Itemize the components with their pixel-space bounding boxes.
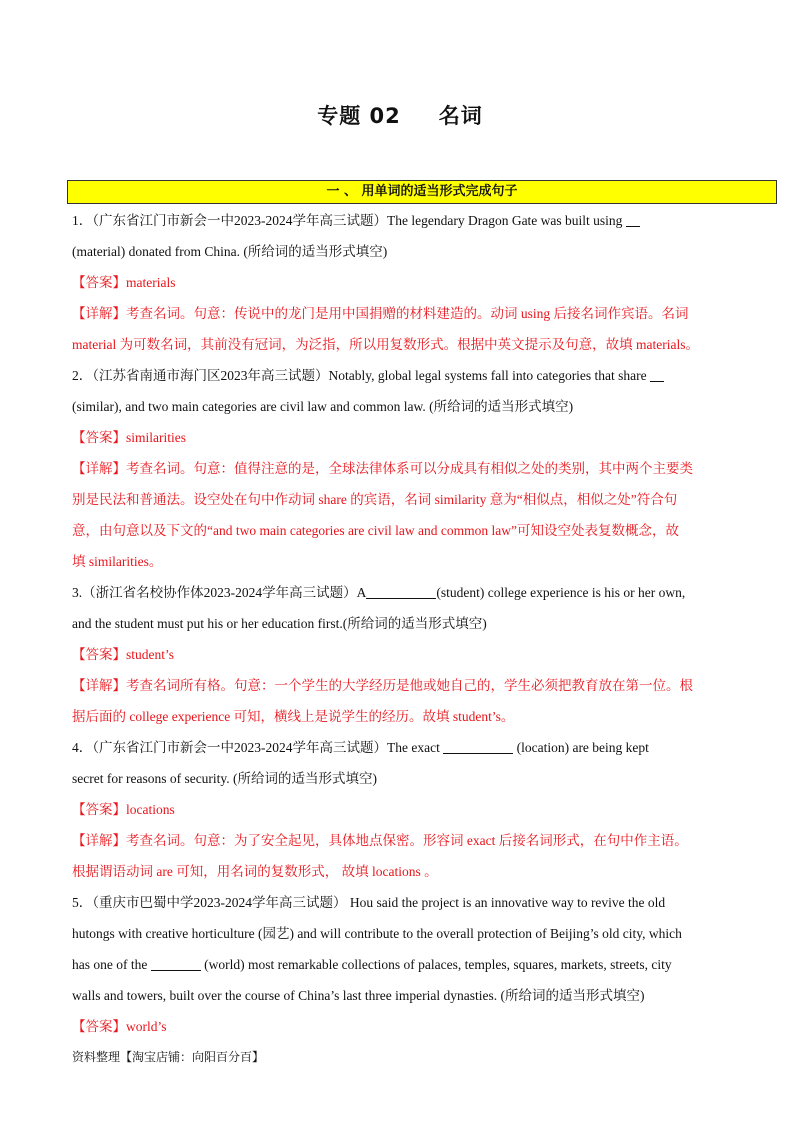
q2-detail-1: 【详解】考查名词。句意：值得注意的是，全球法律体系可以分成具有相似之处的类别，其中两个主要类 <box>72 461 693 476</box>
q1-line-1: 1．（广东省江门市新会一中2023-2024学年高三试题）The legendary Dragon Gate was built using <box>72 205 732 236</box>
q5-answer: 【答案】world’s <box>72 1019 167 1034</box>
q2-answer: 【答案】similarities <box>72 430 186 445</box>
q4-blank <box>443 740 513 754</box>
question-list <box>72 205 732 1042</box>
q5-line-3: has one of the (world) most remarkable collections of palaces, temples, squares, markets, streets, city <box>72 957 672 972</box>
q5-line-4: walls and towers, built over the course of China’s last three imperial dynasties. (所给词的适当形式填空) <box>72 988 645 1003</box>
q1-line-2: (material) donated from China. (所给词的适当形式填空) <box>72 244 388 259</box>
title-subject: 名词 <box>438 104 483 128</box>
q1-answer: 【答案】materials <box>72 275 176 290</box>
q2-detail-2: 别是民法和普通法。设空处在句中作动词 share 的宾语，名词 similarity 意为“相似点，相似之处”符合句 <box>72 492 678 507</box>
q5-line-2: hutongs with creative horticulture (园艺) and will contribute to the overall protection of Beijing’s old city, which <box>72 926 682 941</box>
q4-detail-2: 根据谓语动词 are 可知，用名词的复数形式， 故填 locations 。 <box>72 864 438 879</box>
q2-line-2: (similar), and two main categories are civil law and common law. (所给词的适当形式填空) <box>72 399 574 414</box>
q2-line-1: 2．（江苏省南通市海门区2023年高三试题）Notably, global legal systems fall into categories that share <box>72 360 732 391</box>
q4-line-2: secret for reasons of security. (所给词的适当形式填空) <box>72 771 378 786</box>
q1-detail-2: material 为可数名词，其前没有冠词，为泛指，所以用复数形式。根据中英文提示及句意，故填 materials。 <box>72 337 699 352</box>
q4-line-1: 4．（广东省江门市新会一中2023-2024学年高三试题）The exact (location) are being kept <box>72 740 649 755</box>
q3-line-1: 3.（浙江省名校协作体2023-2024学年高三试题）A (student) college experience is his or her own, <box>72 585 686 600</box>
q4-detail-1: 【详解】考查名词。句意：为了安全起见，具体地点保密。形容词 exact 后接名词形式，在句中作主语。 <box>72 833 688 848</box>
q3-answer: 【答案】student’s <box>72 647 175 662</box>
section-header: 一 、 用单词的适当形式完成句子 <box>67 180 777 204</box>
q2-detail-4: 填 similarities。 <box>72 554 163 569</box>
q2-detail-3: 意，由句意以及下文的“and two main categories are civil law and common law”可知设空处表复数概念，故 <box>72 523 680 538</box>
q5-line-1: 5．（重庆市巴蜀中学2023-2024学年高三试题） Hou said the project is an innovative way to revive the old <box>72 895 666 910</box>
q1-blank <box>626 213 640 227</box>
q3-detail-2: 据后面的 college experience 可知，横线上是说学生的经历。故填 student’s。 <box>72 709 515 724</box>
q3-detail-1: 【详解】考查名词所有格。句意：一个学生的大学经历是他或她自己的，学生必须把教育放在第一位。根 <box>72 678 693 693</box>
q3-line-2: and the student must put his or her education first.(所给词的适当形式填空) <box>72 616 487 631</box>
page-title <box>0 100 800 130</box>
title-topic: 专题 02 <box>317 104 401 128</box>
page-footer: 资料整理【淘宝店铺：向阳百分百】 <box>72 1050 265 1064</box>
q4-answer: 【答案】locations <box>72 802 175 817</box>
q3-blank <box>366 585 436 599</box>
q1-detail-1: 【详解】考查名词。句意：传说中的龙门是用中国捐赠的材料建造的。动词 using 后接名词作宾语。名词 <box>72 306 689 321</box>
q2-blank <box>650 368 664 382</box>
q5-blank <box>151 957 201 971</box>
